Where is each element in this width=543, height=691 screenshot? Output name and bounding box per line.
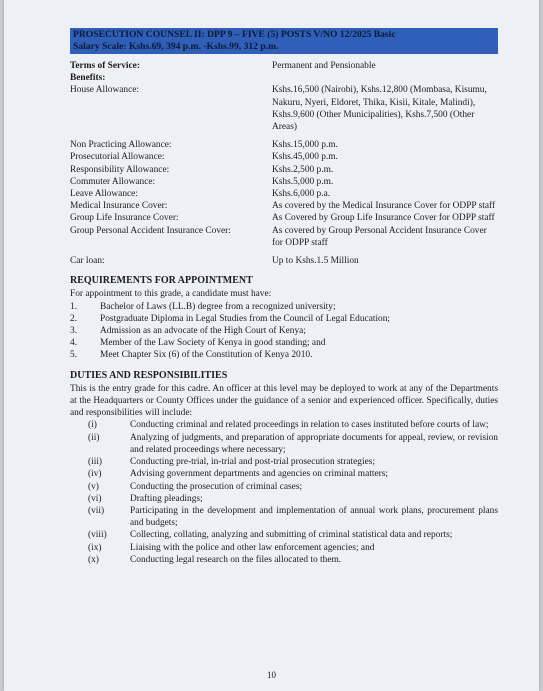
list-item-number: (viii) bbox=[88, 530, 107, 541]
list-item-number: (vii) bbox=[88, 505, 105, 516]
list-item bbox=[70, 542, 498, 554]
benefit-row bbox=[70, 225, 498, 249]
list-item bbox=[70, 325, 498, 337]
list-item bbox=[70, 432, 498, 456]
list-item-number: 1. bbox=[70, 301, 78, 312]
benefit-value: Kshs.15,000 p.m. bbox=[272, 140, 338, 151]
duties-heading: DUTIES AND RESPONSIBILITIES bbox=[70, 369, 228, 381]
benefit-label: Non Practicing Allowance: bbox=[70, 140, 172, 151]
list-item-text: Drafting pleadings; bbox=[130, 493, 203, 504]
benefit-value: Kshs.2,500 p.m. bbox=[272, 164, 334, 175]
list-item-number: (iii) bbox=[88, 457, 103, 468]
list-item-text: Conducting pre-trial, in-trial and post-trial prosecution strategies; bbox=[130, 457, 375, 468]
benefit-label: Group Life Insurance Cover: bbox=[70, 213, 179, 224]
benefit-label: Group Personal Accident Insurance Cover: bbox=[70, 225, 231, 236]
page-content bbox=[70, 28, 498, 566]
benefit-row bbox=[70, 164, 498, 176]
post-title-banner bbox=[70, 28, 498, 54]
list-item-text: Participating in the development and implementation of annual work plans, procurement plans and budgets; bbox=[130, 505, 498, 529]
terms-row bbox=[70, 60, 498, 72]
benefits-label: Benefits: bbox=[70, 73, 106, 84]
list-item bbox=[70, 493, 498, 505]
list-item-text: Conducting criminal and related proceedings in relation to cases instituted before courts of law; bbox=[130, 420, 489, 431]
list-item-number: (iv) bbox=[88, 469, 102, 480]
list-item-number: 3. bbox=[70, 326, 78, 337]
benefit-label: Leave Allowance: bbox=[70, 189, 138, 200]
benefit-value: As covered by Group Personal Accident Insurance Cover for ODPP staff bbox=[272, 225, 487, 248]
list-item bbox=[70, 481, 498, 493]
duties-list bbox=[70, 419, 498, 565]
list-item-number: (vi) bbox=[88, 493, 102, 504]
list-item-text: Liaising with the police and other law enforcement agencies; and bbox=[130, 542, 375, 553]
benefit-row bbox=[70, 139, 498, 151]
benefits-list bbox=[70, 84, 498, 267]
list-item bbox=[70, 505, 498, 529]
benefit-value: As covered by the Medical Insurance Cover for ODPP staff bbox=[272, 201, 496, 212]
benefit-label: House Allowance: bbox=[70, 85, 139, 96]
list-item-text: Conducting the prosecution of criminal cases; bbox=[130, 481, 303, 492]
list-item bbox=[70, 349, 498, 361]
list-item-number: (v) bbox=[88, 481, 99, 492]
duties-intro: This is the entry grade for this cadre. An officer at this level may be deployed to work at any of the Departments at the Headquarters or County Offices under the guidance of a senior and experienced officer. Specifically, duties and responsibilities will include: bbox=[70, 383, 498, 419]
banner-line-2: Salary Scale: Kshs.69, 394 p.m. -Kshs.99, 312 p.m. bbox=[73, 41, 279, 52]
list-item-number: (i) bbox=[88, 420, 97, 431]
list-item bbox=[70, 301, 498, 313]
list-item bbox=[70, 419, 498, 431]
page-number: 10 bbox=[267, 670, 276, 680]
requirements-heading: REQUIREMENTS FOR APPOINTMENT bbox=[70, 275, 253, 287]
list-item-text: Meet Chapter Six (6) of the Constitution of Kenya 2010. bbox=[100, 350, 313, 361]
list-item-text: Postgraduate Diploma in Legal Studies from the Council of Legal Education; bbox=[100, 313, 391, 324]
benefit-value: Kshs.45,000 p.m. bbox=[272, 152, 338, 163]
list-item-text: Collecting, collating, analyzing and submitting of criminal statistical data and reports; bbox=[130, 530, 453, 541]
list-item-text: Member of the Law Society of Kenya in good standing; and bbox=[100, 338, 326, 349]
list-item-text: Analyzing of judgments, and preparation of appropriate documents for appeal, review, or revision and related proceedings where necessary; bbox=[130, 432, 498, 455]
list-item bbox=[70, 337, 498, 349]
list-item-number: 2. bbox=[70, 313, 78, 324]
list-item-number: 5. bbox=[70, 350, 78, 361]
benefit-label: Prosecutorial Allowance: bbox=[70, 152, 165, 163]
list-item bbox=[70, 468, 498, 480]
list-item-number: (ix) bbox=[88, 542, 102, 553]
list-item-number: (x) bbox=[88, 554, 99, 565]
benefit-row bbox=[70, 200, 498, 212]
benefit-label: Medical Insurance Cover: bbox=[70, 201, 168, 212]
benefit-value: Kshs.5,000 p.m. bbox=[272, 176, 334, 187]
list-item bbox=[70, 313, 498, 325]
list-item-text: Bachelor of Laws (LL.B) degree from a recognized university; bbox=[100, 301, 336, 312]
list-item bbox=[70, 554, 498, 566]
benefit-label: Commuter Allowance: bbox=[70, 176, 156, 187]
benefit-row bbox=[70, 255, 498, 267]
terms-value: Permanent and Pensionable bbox=[272, 61, 376, 71]
benefit-label: Responsibility Allowance: bbox=[70, 164, 170, 175]
list-item-text: Conducting legal research on the files allocated to them. bbox=[130, 554, 342, 565]
benefit-row bbox=[70, 84, 498, 133]
list-item-text: Advising government departments and agencies on criminal matters; bbox=[130, 469, 389, 480]
requirements-intro: For appointment to this grade, a candidate must have: bbox=[70, 289, 272, 300]
requirements-list bbox=[70, 301, 498, 362]
list-item-text: Admission as an advocate of the High Court of Kenya; bbox=[100, 326, 306, 337]
benefit-label: Car loan: bbox=[70, 256, 105, 267]
benefit-value: Up to Kshs.1.5 Million bbox=[272, 256, 359, 267]
benefit-value: Kshs.16,500 (Nairobi), Kshs.12,800 (Mombasa, Kisumu, Nakuru, Nyeri, Eldoret, Thika, Kisii, Kitale, Malindi), Kshs.9,600 (Other Municipalities), Kshs.7,500 (Other Areas) bbox=[272, 85, 487, 133]
banner-line-1: PROSECUTION COUNSEL II: DPP 9 – FIVE (5) POSTS V/NO 12/2025 Basic bbox=[73, 29, 396, 40]
benefit-value: Kshs.6,000 p.a. bbox=[272, 189, 331, 200]
list-item-number: (ii) bbox=[88, 432, 100, 443]
list-item bbox=[70, 529, 498, 541]
benefit-value: As Covered by Group Life Insurance Cover for ODPP staff bbox=[272, 213, 495, 224]
terms-label: Terms of Service: bbox=[70, 61, 140, 71]
list-item bbox=[70, 456, 498, 468]
benefit-row bbox=[70, 151, 498, 163]
benefit-row bbox=[70, 176, 498, 188]
document-page bbox=[4, 0, 539, 691]
list-item-number: 4. bbox=[70, 338, 78, 349]
benefit-row bbox=[70, 188, 498, 200]
benefit-row bbox=[70, 212, 498, 224]
